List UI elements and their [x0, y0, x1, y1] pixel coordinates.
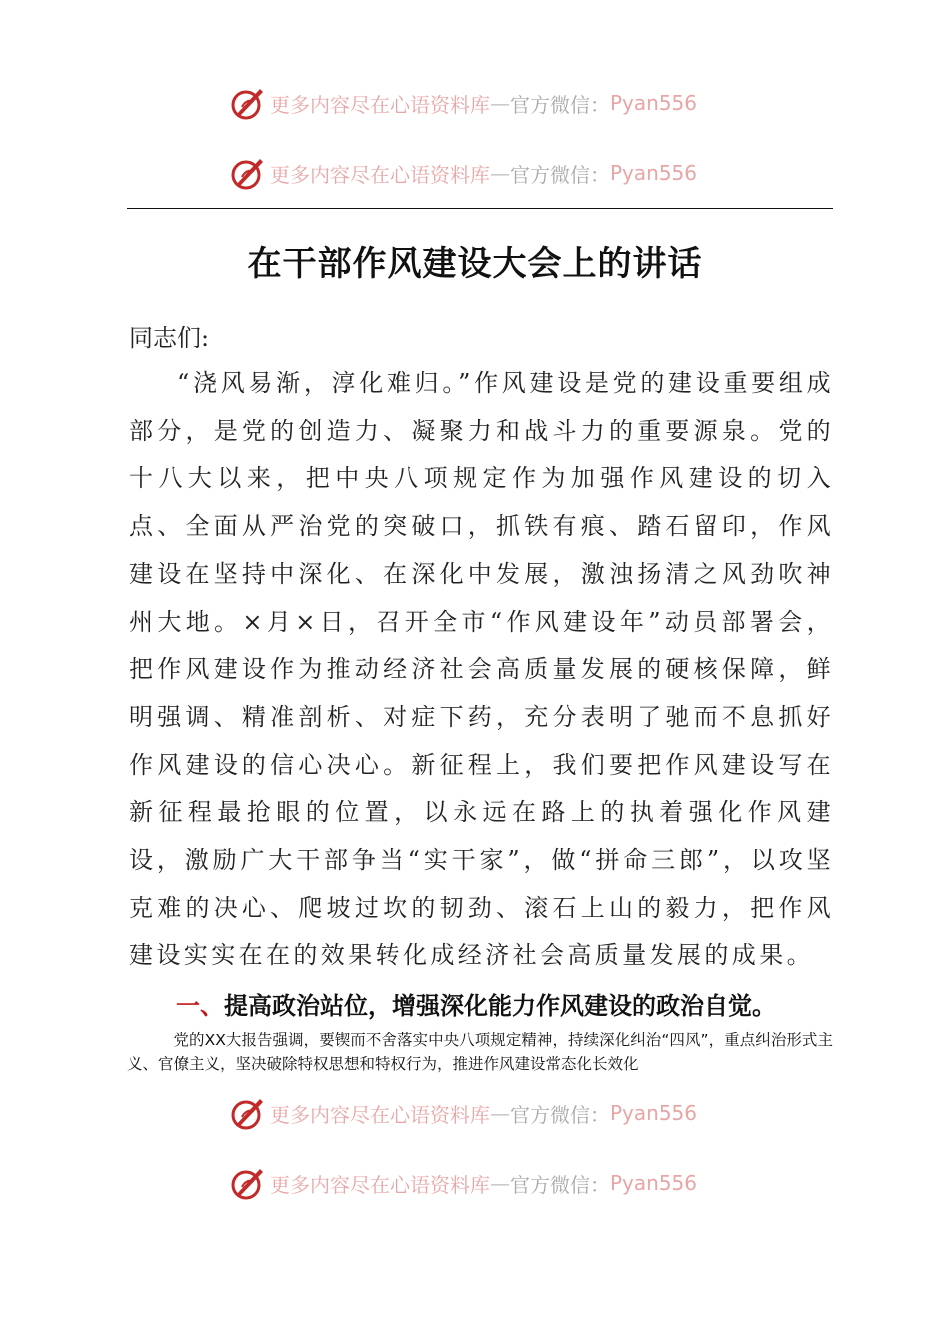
section-heading-1 [176, 986, 776, 1021]
watermark-banner-4 [230, 1163, 697, 1203]
section-heading-number: 一、 [176, 992, 224, 1020]
section-paragraph: 党的XX大报告强调，要锲而不舍落实中央八项规定精神，持续深化纠治“四风”，重点纠治形式主义、官僚主义，坚决破除特权思想和特权行为，推进作风建设常态化长效化 [127, 1031, 833, 1073]
watermark-dash: — [490, 1171, 510, 1195]
watermark-main-text: 更多内容尽在心语资料库 [270, 162, 490, 187]
pen-logo-icon [230, 1095, 266, 1131]
document-title: 在干部作风建设大会上的讲话 [247, 244, 703, 284]
watermark-dash: — [490, 91, 510, 115]
watermark-dash: — [490, 1101, 510, 1125]
pen-logo-icon [230, 155, 266, 191]
watermark-id: Pyan556 [610, 91, 698, 115]
watermark-dash: — [490, 161, 510, 185]
watermark-label: 官方微信： [510, 92, 610, 117]
watermark-label: 官方微信： [510, 1102, 610, 1127]
body-paragraph: “浇风易渐，淳化难归。”作风建设是党的建设重要组成部分，是党的创造力、凝聚力和战斗力的重要源泉。党的十八大以来，把中央八项规定作为加强作风建设的切入点、全面从严治党的突破口，抓铁有痕、踏石留印，作风建设在坚持中深化、在深化中发展，激浊扬清之风劲吹神州大地。×月×日，召开全市“作风建设年”动员部署会，把作风建设作为推动经济社会高质量发展的硬核保障，鲜明强调、精准剖析、对症下药，充分表明了驰而不息抓好作风建设的信心决心。新征程上，我们要把作风建设写在新征程最抢眼的位置，以永远在路上的执着强化作风建设，激励广大干部争当“实干家”，做“拼命三郎”，以攻坚克难的决心、爬坡过坎的韧劲、滚石上山的毅力，把作风建设实实在在的效果转化成经济社会高质量发展的成果。 [129, 369, 834, 970]
watermark-banner-1 [230, 83, 697, 123]
watermark-id: Pyan556 [610, 1101, 698, 1125]
salutation: 同志们: [129, 324, 210, 352]
watermark-label: 官方微信： [510, 162, 610, 187]
pen-logo-icon [230, 1165, 266, 1201]
watermark-banner-2 [230, 153, 697, 193]
watermark-main-text: 更多内容尽在心语资料库 [270, 1172, 490, 1197]
watermark-label: 官方微信： [510, 1172, 610, 1197]
watermark-id: Pyan556 [610, 1171, 698, 1195]
header-divider [127, 208, 833, 209]
section-heading-text: 提高政治站位，增强深化能力作风建设的政治自觉。 [224, 992, 776, 1020]
watermark-main-text: 更多内容尽在心语资料库 [270, 92, 490, 117]
pen-logo-icon [230, 85, 266, 121]
watermark-main-text: 更多内容尽在心语资料库 [270, 1102, 490, 1127]
watermark-id: Pyan556 [610, 161, 698, 185]
watermark-banner-3 [230, 1093, 697, 1133]
